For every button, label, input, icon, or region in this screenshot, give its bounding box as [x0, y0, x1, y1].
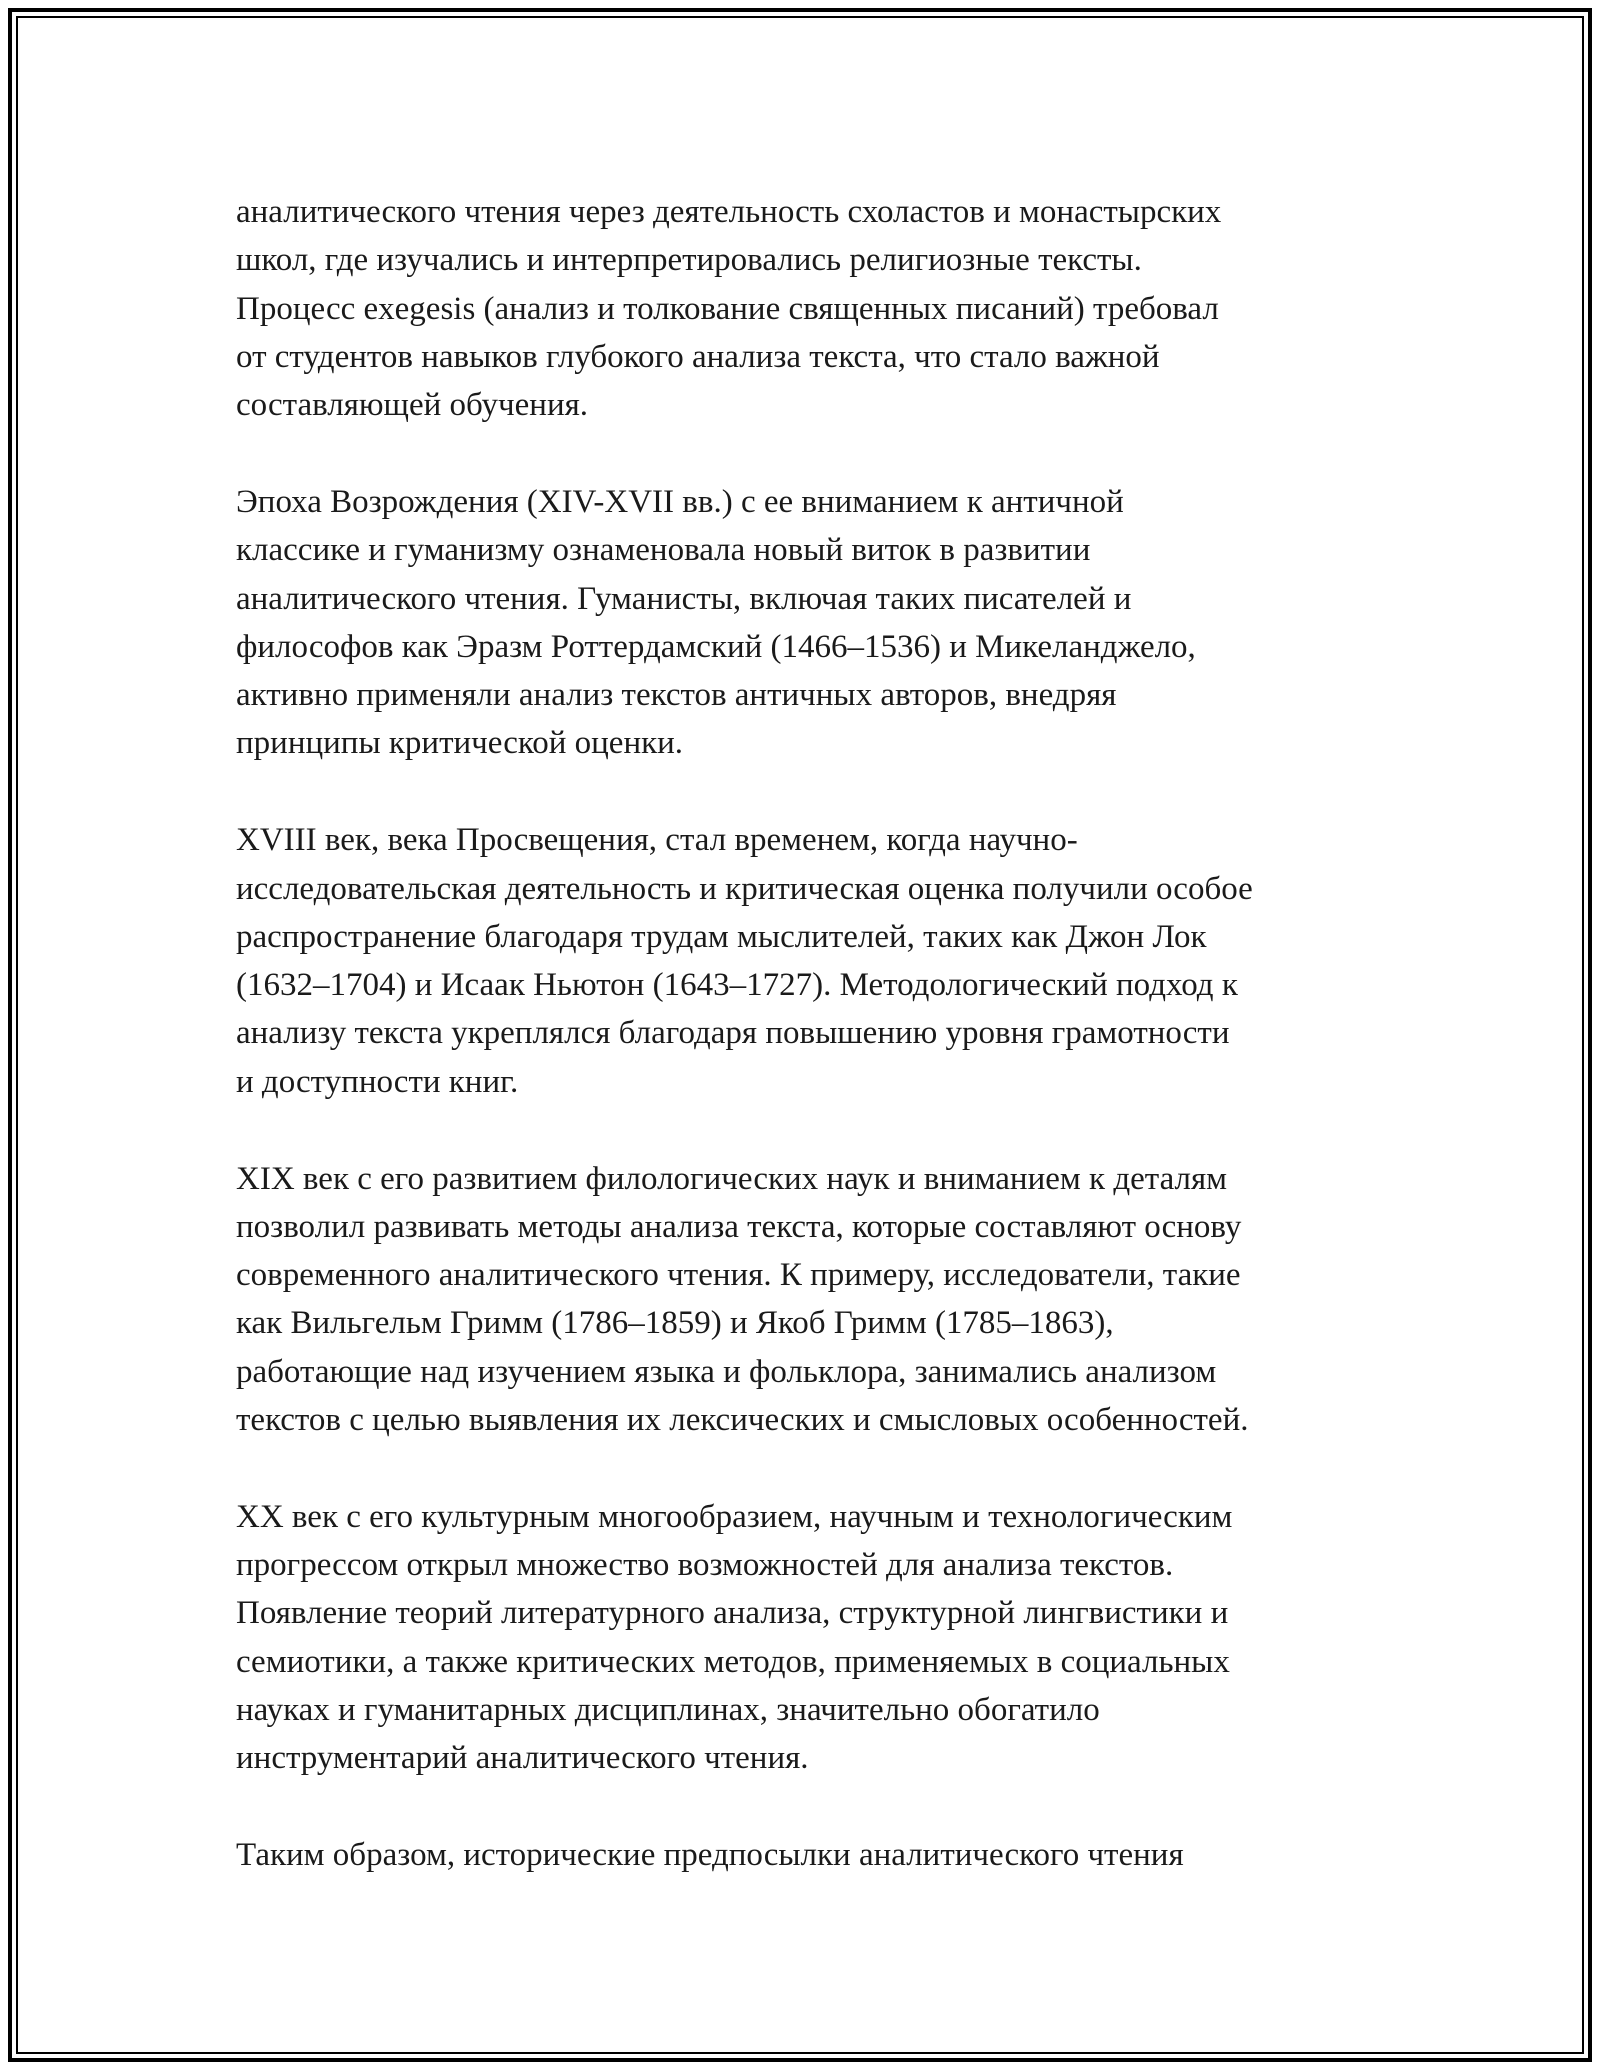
text-line: XX век с его культурным многообразием, научным и технологическим: [236, 1498, 1233, 1535]
text-line: позволил развивать методы анализа текста, которые составляют основу: [236, 1208, 1242, 1245]
text-line: исследовательская деятельность и критическая оценка получили особое: [236, 870, 1253, 907]
text-line: аналитического чтения через деятельность схоластов и монастырских: [236, 194, 1222, 230]
text-line: семиотики, а также критических методов, применяемых в социальных: [236, 1643, 1230, 1680]
text-line: текстов с целью выявления их лексических и смысловых особенностей.: [236, 1402, 1249, 1439]
text-line: XIX век с его развитием филологических наук и вниманием к деталям: [236, 1160, 1228, 1197]
text-line: работающие над изучением языка и фольклора, занимались анализом: [236, 1353, 1217, 1390]
paragraph-renaissance: [236, 478, 1406, 768]
text-line: классике и гуманизму ознаменовала новый виток в развитии: [236, 532, 1091, 569]
document-body: [236, 188, 1406, 1879]
text-line: школ, где изучались и интерпретировались религиозные тексты.: [236, 242, 1142, 279]
text-line: Появление теорий литературного анализа, структурной лингвистики и: [236, 1595, 1229, 1632]
text-line: распространение благодаря трудам мыслителей, таких как Джон Лок: [236, 918, 1207, 955]
text-line: и доступности книг.: [236, 1063, 519, 1100]
text-line: (1632–1704) и Исаак Ньютон (1643–1727). Методологический подход к: [236, 967, 1238, 1004]
paragraph-enlightenment: [236, 816, 1406, 1106]
text-line: Процесс exegesis (анализ и толкование священных писаний) требовал: [236, 290, 1219, 327]
text-line: современного аналитического чтения. К примеру, исследователи, такие: [236, 1257, 1241, 1294]
text-line: принципы критической оценки.: [236, 725, 684, 762]
text-line: Эпоха Возрождения (XIV-XVII вв.) с ее вниманием к античной: [236, 483, 1124, 520]
text-line: анализу текста укреплялся благодаря повышению уровня грамотности: [236, 1015, 1230, 1052]
text-line: Таким образом, исторические предпосылки аналитического чтения: [236, 1837, 1184, 1874]
text-line: науках и гуманитарных дисциплинах, значительно обогатило: [236, 1692, 1100, 1729]
text-line: XVIII век, века Просвещения, стал временем, когда научно-: [236, 822, 1078, 859]
text-line: философов как Эразм Роттердамский (1466–1536) и Микеланджело,: [236, 628, 1196, 665]
text-line: инструментарий аналитического чтения.: [236, 1740, 809, 1777]
text-line: активно применяли анализ текстов античных авторов, внедряя: [236, 677, 1117, 714]
paragraph-nineteenth-century: [236, 1155, 1406, 1445]
text-line: от студентов навыков глубокого анализа текста, что стало важной: [236, 338, 1160, 375]
text-line: аналитического чтения. Гуманисты, включая таких писателей и: [236, 580, 1132, 617]
paragraph-conclusion: [236, 1831, 1406, 1879]
text-line: как Вильгельм Гримм (1786–1859) и Якоб Гримм (1785–1863),: [236, 1305, 1114, 1342]
text-line: прогрессом открыл множество возможностей для анализа текстов.: [236, 1547, 1174, 1584]
paragraph-scholastics: [236, 188, 1406, 429]
text-line: составляющей обучения.: [236, 387, 589, 424]
paragraph-twentieth-century: [236, 1493, 1406, 1783]
